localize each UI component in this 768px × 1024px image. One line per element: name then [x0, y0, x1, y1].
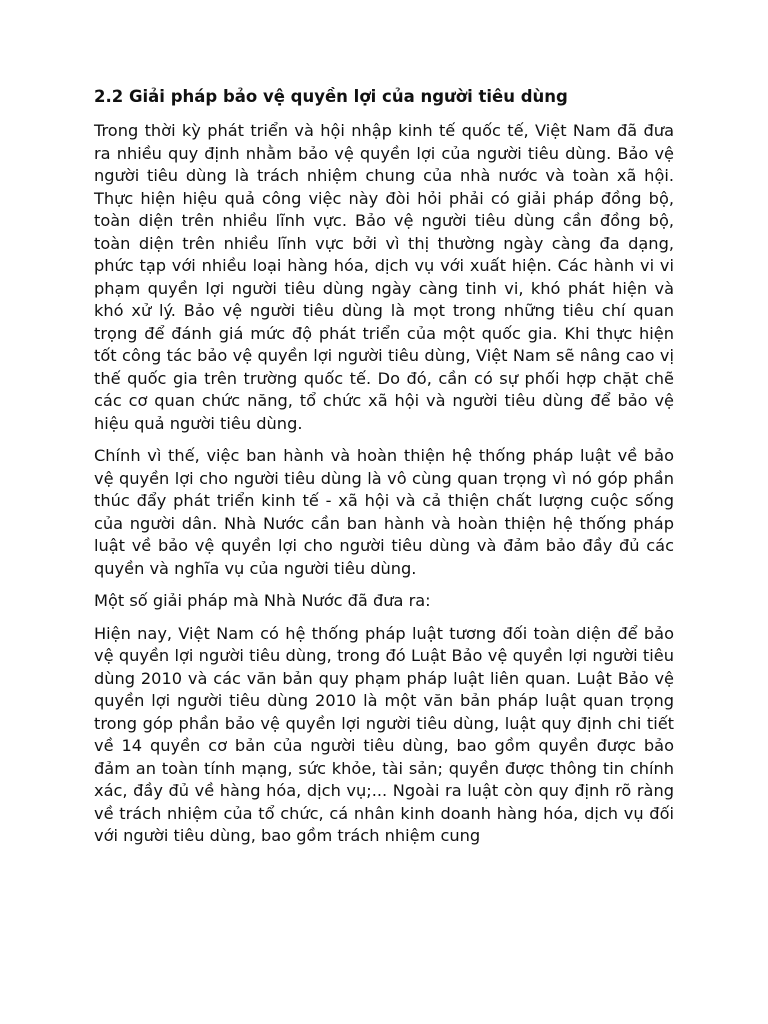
- section-heading: 2.2 Giải pháp bảo vệ quyền lợi của người tiêu dùng: [94, 87, 568, 106]
- document-page: [94, 86, 674, 858]
- paragraph-solutions-lead: Một số giải pháp mà Nhà Nước đã đưa ra:: [94, 591, 431, 610]
- paragraph-intro: Trong thời kỳ phát triển và hội nhập kinh tế quốc tế, Việt Nam đã đưa ra nhiều quy định nhằm bảo vệ quyền lợi của người tiêu dùng. Bảo vệ người tiêu dùng là trách nhiệm chung của nhà nước và toàn xã hội. Thực hiện hiệu quả công việc này đòi hỏi phải có giải pháp đồng bộ, toàn diện trên nhiều lĩnh vực. Bảo vệ người tiêu dùng cần đồng bộ, toàn diện trên nhiều lĩnh vực bởi vì thị thường ngày càng đa dạng, phức tạp với nhiều loại hàng hóa, dịch vụ với xuất hiện. Các hành vi vi phạm quyền lợi người tiêu dùng ngày càng tinh vi, khó phát hiện và khó xử lý. Bảo vệ người tiêu dùng là mọt trong những tiêu chí quan trọng để đánh giá mức độ phát triển của một quốc gia. Khi thực hiện tốt công tác bảo vệ quyền lợi người tiêu dùng, Việt Nam sẽ nâng cao vị thế quốc gia trên trường quốc tế. Do đó, cần có sự phối hợp chặt chẽ các cơ quan chức năng, tổ chức xã hội và người tiêu dùng để bảo vệ hiệu quả người tiêu dùng.: [94, 121, 674, 433]
- paragraph-current-law: Hiện nay, Việt Nam có hệ thống pháp luật tương đối toàn diện để bảo vệ quyền lợi người tiêu dùng, trong đó Luật Bảo vệ quyền lợi người tiêu dùng 2010 và các văn bản quy phạm pháp luật liên quan. Luật Bảo vệ quyền lợi người tiêu dùng 2010 là một văn bản pháp luật quan trọng trong góp phần bảo vệ quyền lợi người tiêu dùng, luật quy định chi tiết về 14 quyền cơ bản của người tiêu dùng, bao gồm quyền được bảo đảm an toàn tính mạng, sức khỏe, tài sản; quyền được thông tin chính xác, đầy đủ về hàng hóa, dịch vụ;... Ngoài ra luật còn quy định rõ ràng về trách nhiệm của tổ chức, cá nhân kinh doanh hàng hóa, dịch vụ đối với người tiêu dùng, bao gồm trách nhiệm cung: [94, 623, 674, 845]
- paragraph-legal-system: Chính vì thế, việc ban hành và hoàn thiện hệ thống pháp luật về bảo vệ quyền lợi cho người tiêu dùng là vô cùng quan trọng vì nó góp phần thúc đẩy phát triển kinh tế - xã hội và cả thiện chất lượng cuộc sống của người dân. Nhà Nước cần ban hành và hoàn thiện hệ thống pháp luật về bảo vệ quyền lợi cho người tiêu dùng và đảm bảo đầy đủ các quyền và nghĩa vụ của người tiêu dùng.: [94, 446, 674, 578]
